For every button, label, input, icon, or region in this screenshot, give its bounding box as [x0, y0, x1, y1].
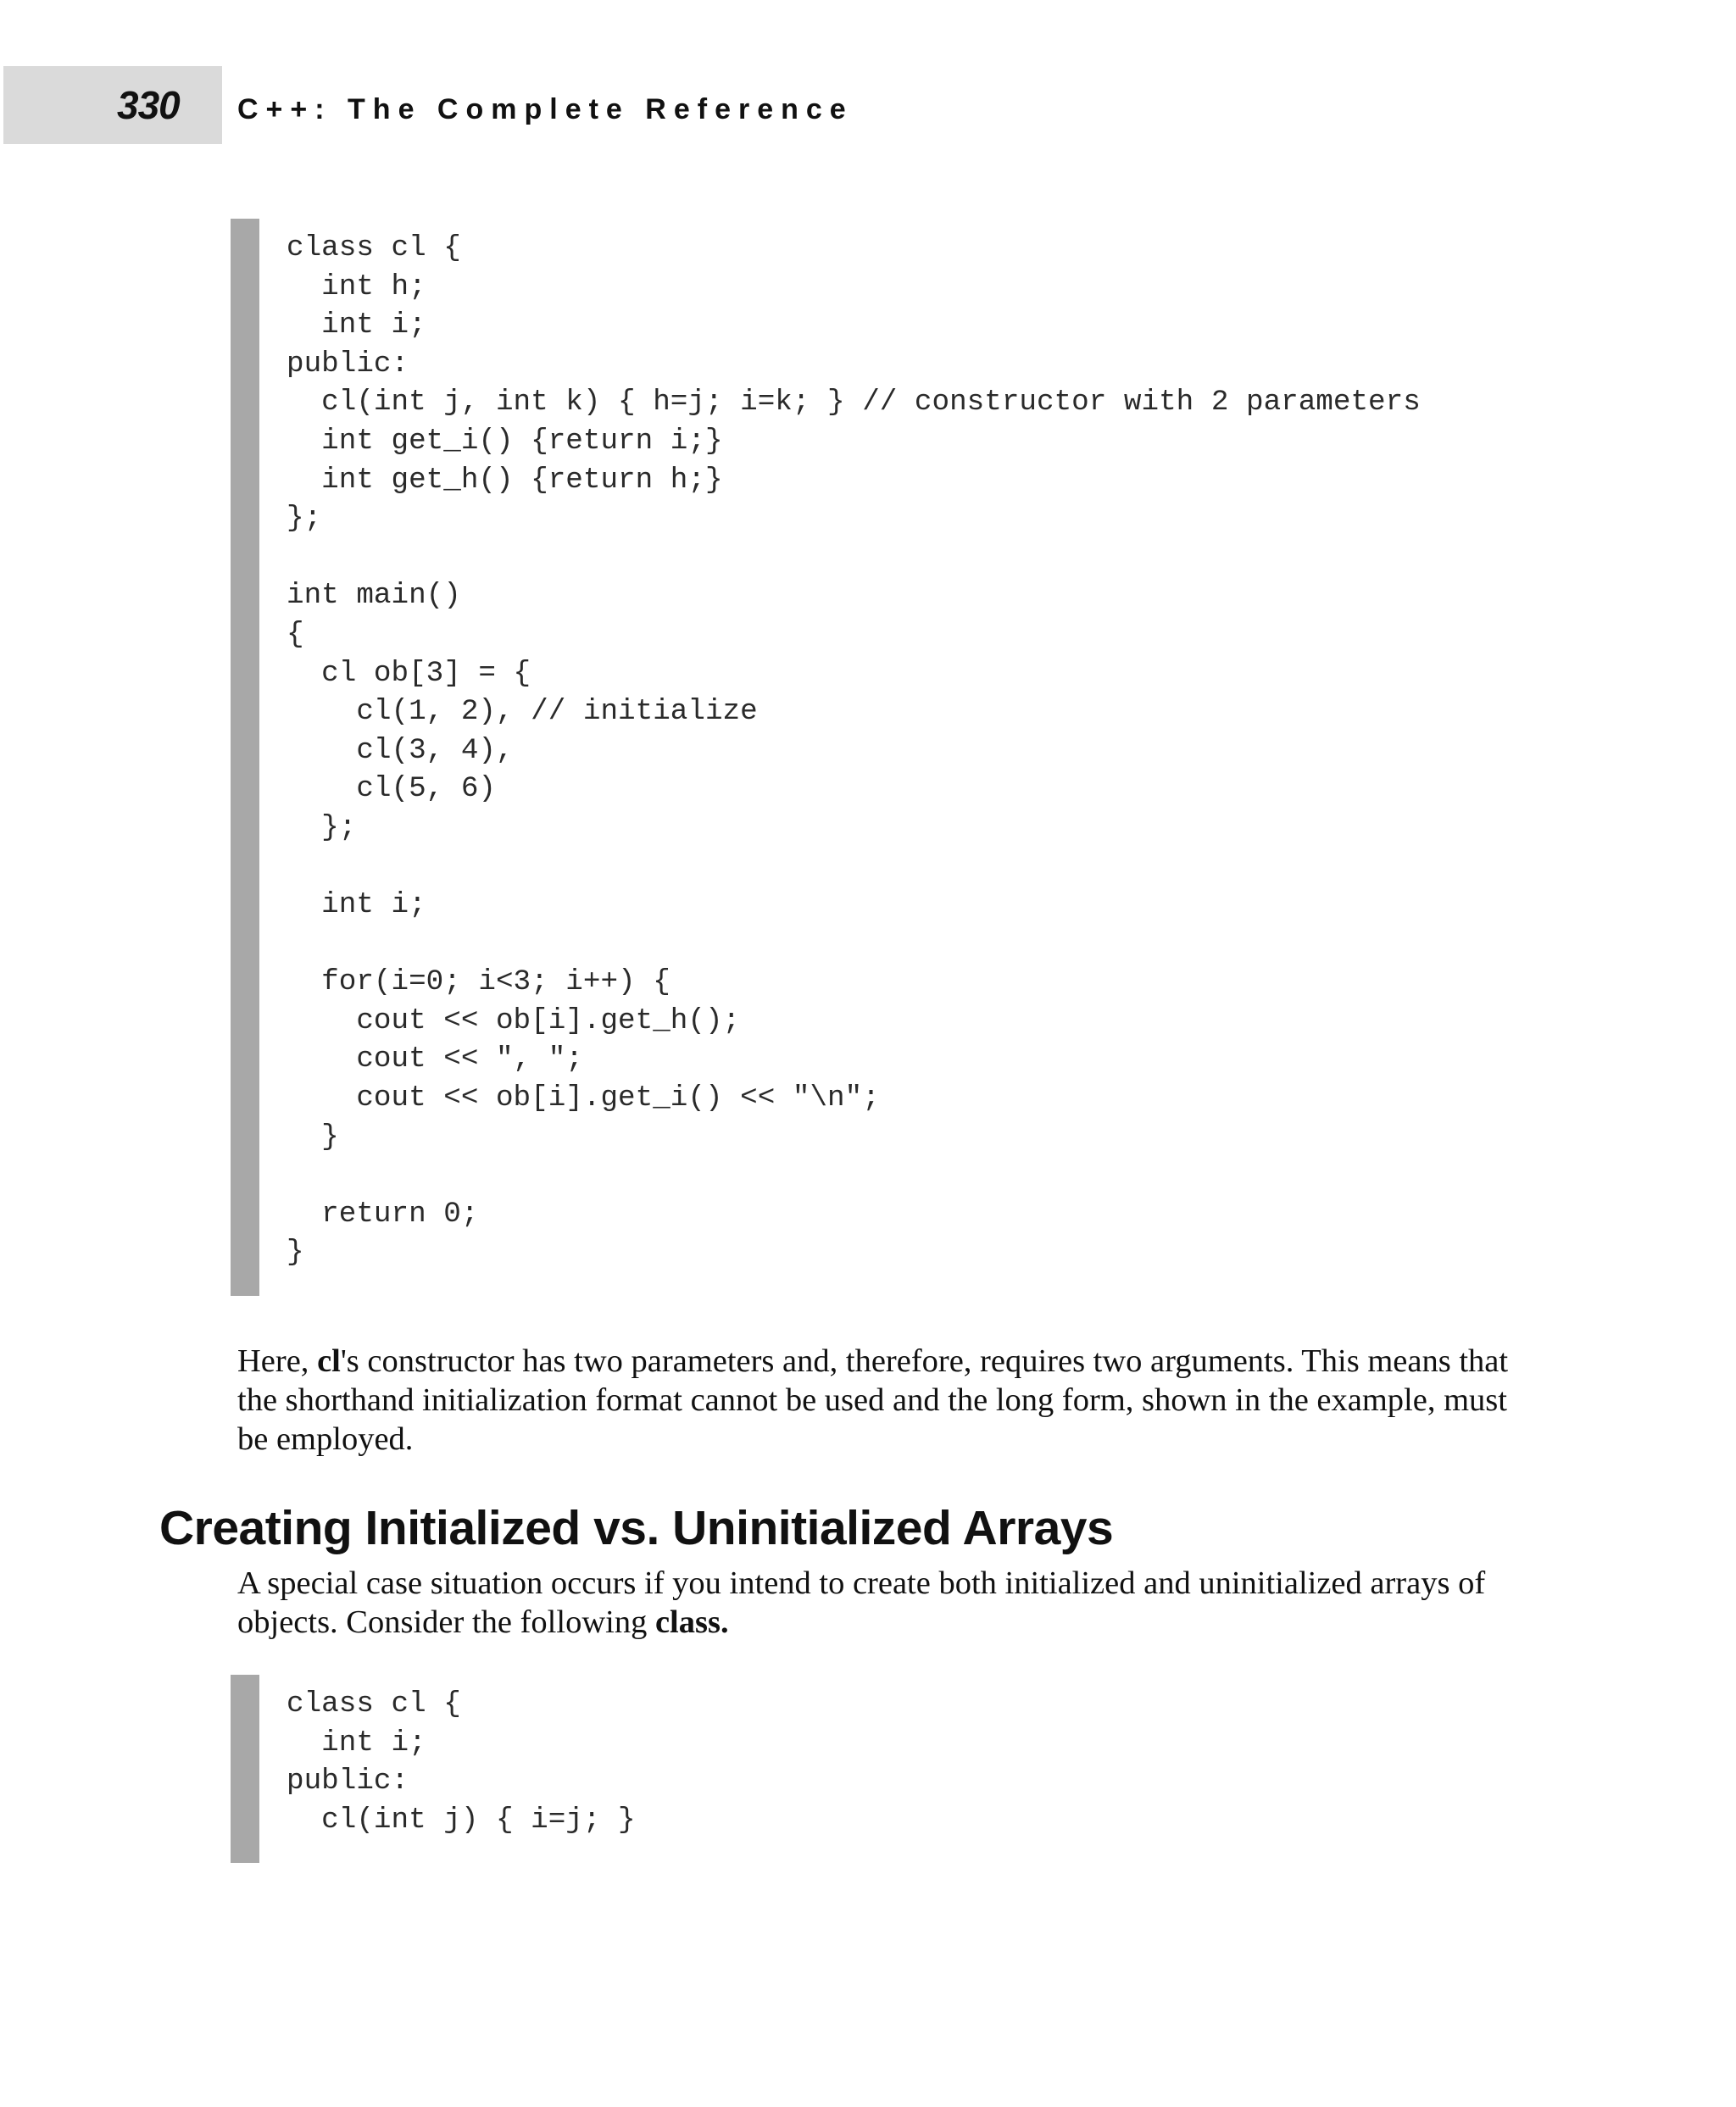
page-number-tab	[3, 66, 222, 144]
inline-code-term: cl	[317, 1343, 341, 1379]
code-line: cl(1, 2), // initialize	[287, 695, 758, 729]
code-lines	[287, 229, 1421, 1272]
page-number: 330	[117, 83, 180, 127]
code-listing-1	[231, 219, 1502, 1296]
code-line: class cl {	[287, 231, 461, 264]
code-line: int get_h() {return h;}	[287, 463, 723, 497]
code-line: {	[287, 617, 304, 651]
code-line: int i;	[287, 309, 426, 342]
code-lines	[287, 1685, 636, 1839]
code-line	[287, 538, 1421, 577]
code-line: int h;	[287, 270, 426, 303]
paragraph-constructor-explanation	[237, 1342, 1509, 1459]
paragraph-text: Here,	[237, 1343, 318, 1379]
code-line: return 0;	[287, 1197, 479, 1231]
code-line: cout << ob[i].get_h();	[287, 1003, 741, 1037]
code-line: for(i=0; i<3; i++) {	[287, 965, 670, 999]
code-line: int main()	[287, 579, 461, 613]
code-listing-2	[231, 1675, 1502, 1863]
paragraph-text: A special case situation occurs if you intend to create both initialized and uninitialized arrays of objects. Consider the following	[237, 1565, 1486, 1640]
inline-code-term: class.	[654, 1604, 729, 1640]
code-line: cl(5, 6)	[287, 772, 496, 806]
code-line: }	[287, 1120, 339, 1154]
paragraph-special-case	[237, 1564, 1509, 1642]
code-line	[287, 848, 1421, 887]
code-line: int i;	[287, 888, 426, 922]
code-line: };	[287, 810, 357, 844]
code-line: cout << ob[i].get_i() << "\n";	[287, 1081, 880, 1115]
code-line: int i;	[287, 1726, 426, 1760]
code-line: }	[287, 1236, 304, 1270]
code-line: cl(int j, int k) { h=j; i=k; } // constructor with 2 parameters	[287, 386, 1421, 420]
section-heading: Creating Initialized vs. Uninitialized Arrays	[159, 1501, 1114, 1555]
code-line: cout << ", ";	[287, 1042, 583, 1076]
paragraph-text: 's constructor has two parameters and, therefore, requires two arguments. This means that the shorthand initialization format cannot be used and the long form, shown in the example, must be employed.	[237, 1343, 1509, 1457]
code-margin-bar	[231, 1675, 259, 1863]
code-line	[287, 925, 1421, 964]
code-line: cl(int j) { i=j; }	[287, 1803, 636, 1837]
code-line: cl ob[3] = {	[287, 656, 531, 690]
code-line: };	[287, 502, 322, 536]
code-line: class cl {	[287, 1687, 461, 1721]
code-line: cl(3, 4),	[287, 733, 514, 767]
code-line: int get_i() {return i;}	[287, 424, 723, 458]
code-line: public:	[287, 347, 409, 381]
code-line	[287, 1156, 1421, 1195]
running-head-title: C++: The Complete Reference	[237, 93, 854, 125]
code-margin-bar	[231, 219, 259, 1296]
code-line: public:	[287, 1765, 409, 1798]
